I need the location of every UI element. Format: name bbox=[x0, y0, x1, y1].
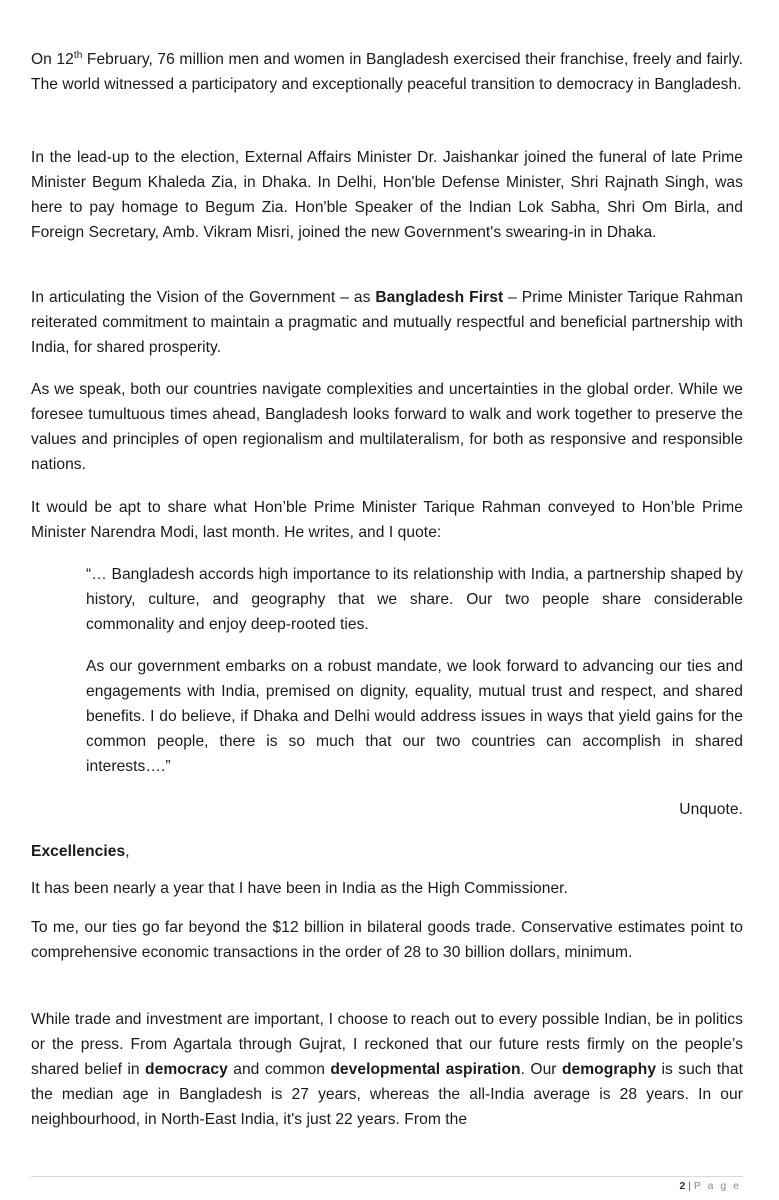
page-number: 2 bbox=[679, 1180, 686, 1192]
page-footer bbox=[679, 1180, 741, 1192]
paragraph-global-order: As we speak, both our countries navigate complexities and uncertainties in the global order. While we foresee tumultuous times ahead, Bangladesh looks forward to walk and work together to preserve the values and principles of open regionalism and multilateralism, for both as responsive and responsible nations. bbox=[31, 381, 743, 473]
paragraph-tenure: It has been nearly a year that I have been in India as the High Commissioner. bbox=[31, 880, 568, 897]
superscript: th bbox=[73, 49, 83, 61]
unquote-label: Unquote. bbox=[679, 801, 743, 818]
footer-separator: | bbox=[688, 1180, 691, 1192]
text-run: On 12 bbox=[31, 51, 74, 68]
quote-paragraph-1: “… Bangladesh accords high importance to its relationship with India, a partnership shaped by history, culture, and geography that we share. Our two people share considerable commonality and enjoy deep-rooted ties. bbox=[86, 566, 743, 633]
text-run: , bbox=[125, 843, 130, 860]
bold-text: Excellencies bbox=[31, 843, 126, 860]
paragraph-election bbox=[31, 47, 743, 97]
bold-text: developmental aspiration bbox=[330, 1061, 521, 1078]
text-run: February, 76 million men and women in Bangladesh exercised their franchise, freely and fairly. The world witnessed a participatory and exceptionally peaceful transition to democracy in Bangladesh. bbox=[31, 51, 743, 93]
footer-divider bbox=[31, 1176, 743, 1177]
paragraph-trade: To me, our ties go far beyond the $12 billion in bilateral goods trade. Conservative estimates point to comprehensive economic transactions in the order of 28 to 30 billion dollars, minimum. bbox=[31, 919, 743, 961]
quote-paragraph-2: As our government embarks on a robust mandate, we look forward to advancing our ties and engagements with India, premised on dignity, equality, mutual trust and respect, and shared benefits. I do believe, if Dhaka and Delhi would address issues in ways that yield gains for the common people, there is so much that our two countries can accomplish in shared interests….” bbox=[86, 658, 743, 775]
bold-text: democracy bbox=[145, 1061, 228, 1078]
bold-text: Bangladesh First bbox=[375, 289, 504, 306]
salutation bbox=[31, 839, 743, 864]
text-run: is such that the median age in Bangladesh is 27 years, whereas the all-India average is 28 years. In our neighbourhood, in North-East India, it's just 22 years. From the bbox=[31, 1061, 743, 1128]
text-run: and common bbox=[227, 1061, 331, 1078]
paragraph-outreach bbox=[31, 1007, 743, 1132]
paragraph-quote-intro: It would be apt to share what Hon’ble Prime Minister Tarique Rahman conveyed to Hon’ble Prime Minister Narendra Modi, last month. He writes, and I quote: bbox=[31, 499, 743, 541]
page-label: P a g e bbox=[693, 1180, 741, 1192]
text-run: In articulating the Vision of the Government – as bbox=[31, 289, 376, 306]
paragraph-vision bbox=[31, 285, 743, 360]
text-run: . Our bbox=[520, 1061, 562, 1078]
paragraph-lead-up: In the lead-up to the election, External Affairs Minister Dr. Jaishankar joined the funeral of late Prime Minister Begum Khaleda Zia, in Dhaka. In Delhi, Hon'ble Defense Minister, Shri Rajnath Singh, was here to pay homage to Begum Zia. Hon'ble Speaker of the Indian Lok Sabha, Shri Om Birla, and Foreign Secretary, Amb. Vikram Misri, joined the new Government's swearing-in in Dhaka. bbox=[31, 149, 743, 241]
bold-text: demography bbox=[561, 1061, 657, 1078]
text-run: While trade and investment are important, I choose to reach out to every possible Indian, be in politics or the press. From Agartala through Gujrat, I reckoned that our future rests firmly on the people’s shared belief in bbox=[31, 1011, 743, 1078]
text-run: – Prime Minister Tarique Rahman reiterated commitment to maintain a pragmatic and mutually respectful and beneficial partnership with India, for shared prosperity. bbox=[31, 289, 743, 356]
